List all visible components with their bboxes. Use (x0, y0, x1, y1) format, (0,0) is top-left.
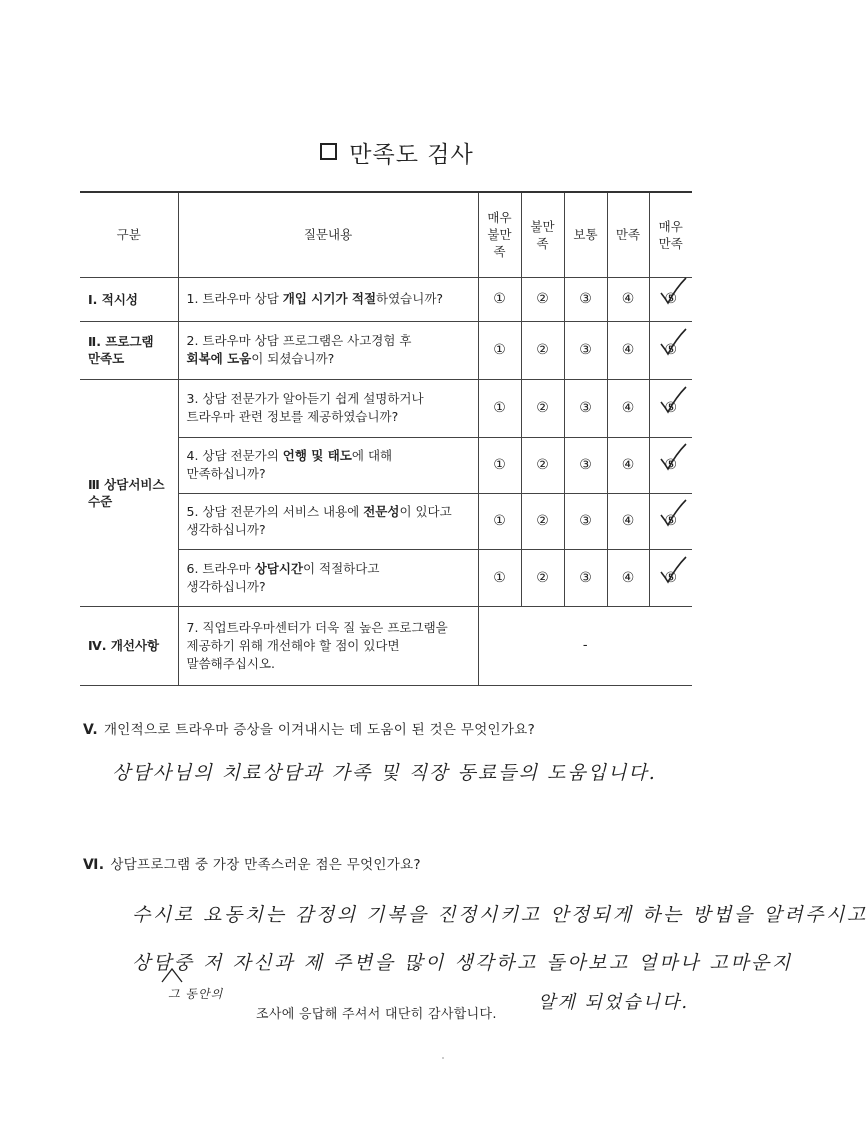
option-3[interactable]: ③ (564, 549, 607, 606)
question-part: 하였습니까? (376, 291, 444, 306)
section-label: Ⅲ 상담서비스 (88, 476, 165, 492)
section-improvements: Ⅳ. 개선사항 (80, 606, 178, 685)
question-number: Ⅵ. (83, 857, 105, 873)
question-v (83, 718, 535, 738)
option-2[interactable]: ② (521, 493, 564, 549)
answer-v-handwriting[interactable]: 상담사님의 치료상담과 가족 및 직장 동료들의 도움입니다. (112, 762, 657, 784)
option-2[interactable]: ② (521, 321, 564, 379)
question-emphasis: 회복에 도움 (186, 351, 252, 366)
answer-vi-insertion: 그 동안의 (168, 987, 224, 1001)
header-scale-text: 매우 (658, 218, 683, 234)
checkmark-icon (658, 276, 688, 306)
header-scale-text: 족 (536, 235, 549, 251)
question-row-3 (80, 379, 692, 437)
checkbox-square-icon (320, 143, 337, 160)
header-neutral (564, 192, 607, 277)
option-5: ⑤ (664, 342, 678, 358)
option-5: ⑤ (664, 400, 678, 416)
header-very-dissatisfied (478, 192, 521, 277)
header-scale-text: 족 (493, 244, 506, 260)
option-2[interactable]: ② (521, 379, 564, 437)
title-text: 만족도 검사 (349, 142, 474, 168)
question-text (178, 277, 478, 321)
question-emphasis: 언행 및 태도 (282, 448, 352, 463)
section-timeliness: Ⅰ. 적시성 (80, 277, 178, 321)
option-4[interactable]: ④ (607, 437, 649, 493)
question-part: 말씀해주십시오. (186, 655, 275, 671)
header-scale-text: 불만 (530, 218, 555, 234)
improvement-answer[interactable]: - (478, 606, 692, 685)
question-part: 생각하십니까? (186, 522, 266, 537)
question-part: 이 있다고 (399, 504, 452, 519)
scan-speck (442, 1057, 444, 1059)
section-label: Ⅱ. 프로그램 (88, 334, 154, 349)
question-emphasis: 상담시간 (254, 560, 303, 576)
question-row-7 (80, 606, 692, 685)
option-1[interactable]: ① (478, 379, 521, 437)
header-row (80, 192, 692, 277)
option-5-selected[interactable] (649, 493, 692, 549)
option-2[interactable]: ② (521, 437, 564, 493)
option-5-selected[interactable] (649, 321, 692, 379)
option-1[interactable]: ① (478, 277, 521, 321)
question-part: 2. 트라우마 상담 프로그램은 사고경험 후 (186, 333, 412, 348)
answer-vi-line3[interactable]: 알게 되었습니다. (538, 992, 690, 1013)
option-5: ⑤ (664, 457, 678, 473)
header-very-satisfied (649, 192, 692, 277)
question-part: 이 적절하다고 (303, 560, 380, 576)
question-part: 6. 트라우마 (186, 560, 255, 576)
question-text (178, 493, 478, 549)
option-5: ⑤ (664, 513, 678, 529)
question-text (178, 437, 478, 493)
header-scale-text: 만족 (615, 227, 641, 243)
header-scale-text: 만족 (658, 235, 683, 251)
question-part: 4. 상담 전문가의 (186, 448, 283, 463)
checkmark-icon (658, 555, 688, 585)
option-1[interactable]: ① (478, 437, 521, 493)
question-emphasis: 전문성 (363, 504, 400, 519)
question-part: 1. 트라우마 상담 (186, 291, 283, 306)
question-part: 5. 상담 전문가의 서비스 내용에 (186, 504, 364, 519)
question-vi (83, 853, 421, 873)
option-3[interactable]: ③ (564, 277, 607, 321)
option-1[interactable]: ① (478, 321, 521, 379)
question-row-2 (80, 321, 692, 379)
option-5: ⑤ (664, 291, 678, 307)
header-satisfied (607, 192, 649, 277)
option-1[interactable]: ① (478, 493, 521, 549)
header-scale-text: 매우 (487, 210, 512, 226)
answer-vi-line2[interactable]: 상담중 저 자신과 제 주변을 많이 생각하고 돌아보고 얼마나 고마운지 (132, 952, 793, 974)
option-4[interactable]: ④ (607, 493, 649, 549)
option-4[interactable]: ④ (607, 379, 649, 437)
header-category: 구분 (80, 192, 178, 277)
option-3[interactable]: ③ (564, 437, 607, 493)
question-emphasis: 개입 시기가 적절 (282, 291, 377, 306)
question-part: 제공하기 위해 개선해야 할 점이 있다면 (186, 637, 400, 653)
header-question: 질문내용 (178, 192, 478, 277)
option-1[interactable]: ① (478, 549, 521, 606)
question-label: 상담프로그램 중 가장 만족스러운 점은 무엇인가요? (110, 857, 421, 873)
answer-vi-line1[interactable]: 수시로 요동치는 감정의 기복을 진정시키고 안정되게 하는 방법을 알려주시고 (132, 904, 868, 926)
insertion-caret-icon (160, 966, 184, 984)
question-part: 생각하십니까? (186, 578, 266, 594)
option-5-selected[interactable] (649, 549, 692, 606)
question-part: 3. 상담 전문가가 알아듣기 쉽게 설명하거나 (186, 391, 424, 406)
question-row-1 (80, 277, 692, 321)
question-number: V. (83, 722, 98, 738)
option-4[interactable]: ④ (607, 549, 649, 606)
option-2[interactable]: ② (521, 277, 564, 321)
option-3[interactable]: ③ (564, 379, 607, 437)
question-part: 만족하십니까? (186, 466, 266, 481)
thank-you-note: 조사에 응답해 주셔서 대단히 감사합니다. (256, 1007, 497, 1022)
question-text (178, 549, 478, 606)
header-scale-text: 보통 (573, 227, 598, 243)
question-text (178, 606, 478, 685)
section-program-satisfaction (80, 321, 178, 379)
option-3[interactable]: ③ (564, 493, 607, 549)
option-3[interactable]: ③ (564, 321, 607, 379)
page-title (0, 136, 794, 169)
section-label: 만족도 (88, 351, 125, 366)
satisfaction-table (80, 191, 692, 686)
question-text (178, 321, 478, 379)
question-part: 트라우마 관련 정보를 제공하였습니까? (186, 409, 399, 424)
header-dissatisfied (521, 192, 564, 277)
section-label: 수준 (88, 493, 113, 509)
option-5-selected[interactable] (649, 379, 692, 437)
checkmark-icon (658, 442, 688, 472)
option-4[interactable]: ④ (607, 277, 649, 321)
checkmark-icon (658, 327, 688, 357)
question-part: 이 되셨습니까? (251, 351, 335, 366)
checkmark-icon (658, 385, 688, 415)
question-text (178, 379, 478, 437)
option-4[interactable]: ④ (607, 321, 649, 379)
question-part: 에 대해 (351, 448, 393, 463)
option-5-selected[interactable] (649, 437, 692, 493)
question-label: 개인적으로 트라우마 증상을 이겨내시는 데 도움이 된 것은 무엇인가요? (103, 722, 536, 738)
question-part: 7. 직업트라우마센터가 더욱 질 높은 프로그램을 (186, 619, 448, 635)
checkmark-icon (658, 498, 688, 528)
header-scale-text: 불만 (487, 227, 512, 243)
option-5: ⑤ (664, 569, 678, 586)
section-service-level (80, 379, 178, 606)
option-2[interactable]: ② (521, 549, 564, 606)
option-5-selected[interactable] (649, 277, 692, 321)
